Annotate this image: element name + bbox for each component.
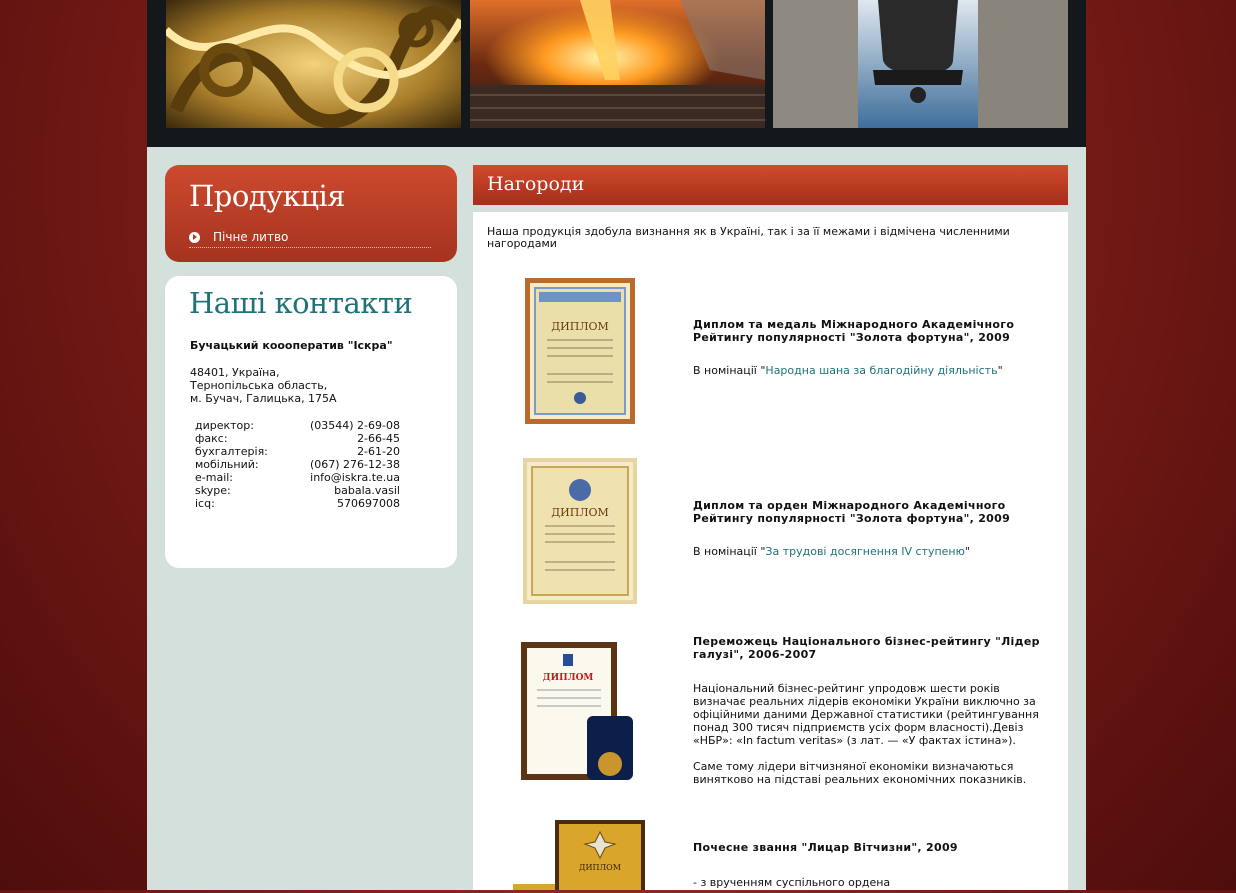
address-line: м. Бучач, Галицька, 175А: [190, 392, 337, 405]
contact-row: [195, 419, 400, 432]
diploma-image: [525, 278, 635, 427]
address-line: 48401, Україна,: [190, 366, 280, 379]
award-nomination: [693, 545, 1043, 558]
nomination-prefix: В номінації ": [693, 545, 766, 558]
contact-value: (067) 276-12-38: [309, 458, 400, 471]
nomination-link[interactable]: Народна шана за благодійну діяльність: [765, 364, 998, 377]
contacts-title: Наші контакти: [189, 286, 413, 320]
award-title: Диплом та медаль Міжнародного Академічного Рейтингу популярності "Золота фортуна", 2009: [693, 318, 1015, 344]
page-title: Нагороди: [487, 173, 585, 195]
hero-image-bell: [773, 0, 1068, 128]
contact-value: 2-66-45: [357, 432, 400, 445]
company-name: Бучацький коооператив "Іскра": [190, 339, 393, 352]
diploma-word: ДИПЛОМ: [579, 863, 621, 872]
awards-content: [473, 212, 1068, 890]
nomination-suffix: ": [964, 545, 970, 558]
section-header: [473, 165, 1068, 205]
diploma-word: ДИПЛОМ: [551, 320, 609, 333]
arrow-bullet-icon: [189, 232, 200, 243]
diploma-image: [523, 458, 637, 607]
nomination-link[interactable]: За трудові досягнення IV ступеню: [765, 545, 965, 558]
contact-row: [195, 471, 400, 484]
contact-label: директор:: [195, 419, 254, 432]
page-container: [147, 0, 1086, 890]
contact-label: skype:: [195, 484, 231, 497]
contact-row: [195, 445, 400, 458]
address-line: Тернопільська область,: [190, 379, 328, 392]
contact-row: [195, 458, 400, 471]
contact-value: babala.vasil: [334, 484, 400, 497]
contact-label: факс:: [195, 432, 228, 445]
diploma-word: ДИПЛОМ: [542, 673, 594, 683]
contact-row: [195, 497, 400, 510]
contact-label: мобільний:: [195, 458, 259, 471]
hero-image-ornament: [166, 0, 461, 128]
knight-award-image: [513, 816, 645, 893]
award-title: Диплом та орден Міжнародного Академічного Рейтингу популярності "Золота фортуна", 2009: [693, 499, 1011, 525]
contacts-panel: [165, 276, 457, 568]
sidebar-item-label: Пічне литво: [213, 230, 289, 244]
hero-image-foundry: [470, 0, 765, 128]
contact-value: 2-61-20: [357, 445, 400, 458]
intro-text: Наша продукція здобула визнання як в Україні, так і за її межами і відмічена численними нагородами: [487, 225, 1010, 250]
nomination-prefix: В номінації ": [693, 364, 766, 377]
sidebar-item-stove-casting[interactable]: [189, 227, 431, 248]
contact-label: бухгалтерія:: [195, 445, 268, 458]
contact-email[interactable]: info@iskra.te.ua: [310, 471, 400, 484]
company-address: [190, 366, 337, 405]
header-banner: [147, 0, 1086, 147]
products-title: Продукція: [189, 179, 346, 213]
contact-value: (03544) 2-69-08: [309, 419, 400, 432]
contact-value: 570697008: [337, 497, 400, 510]
award-description: Саме тому лідери вітчизняної економіки визначаються винятково на підставі реальних економічних показників.: [693, 760, 1027, 786]
diploma-with-medal-image: [517, 640, 637, 789]
contact-label: e-mail:: [195, 471, 234, 484]
diploma-word: ДИПЛОМ: [551, 506, 609, 519]
contact-label: icq:: [195, 497, 215, 510]
award-title: Почесне звання "Лицар Вітчизни", 2009: [693, 841, 958, 854]
contact-row: [195, 484, 400, 497]
award-description: - з врученням суспільного ордена: [693, 876, 891, 889]
products-panel: [165, 165, 457, 262]
nomination-suffix: ": [997, 364, 1003, 377]
contact-table: [195, 419, 400, 510]
award-title: Переможець Національного бізнес-рейтингу "Лідер галузі", 2006-2007: [693, 635, 1040, 661]
award-nomination: [693, 364, 1043, 377]
award-description: Національний бізнес-рейтинг упродовж шести років визначає реальних лідерів економіки України виключно за офіційними даними Державної статистики (рейтингування понад 300 тисяч підприємств усіх форм власності).Девіз «НБР»: «In factum veritas» (з лат. — «У фактах істина»).: [693, 682, 1039, 747]
contact-row: [195, 432, 400, 445]
